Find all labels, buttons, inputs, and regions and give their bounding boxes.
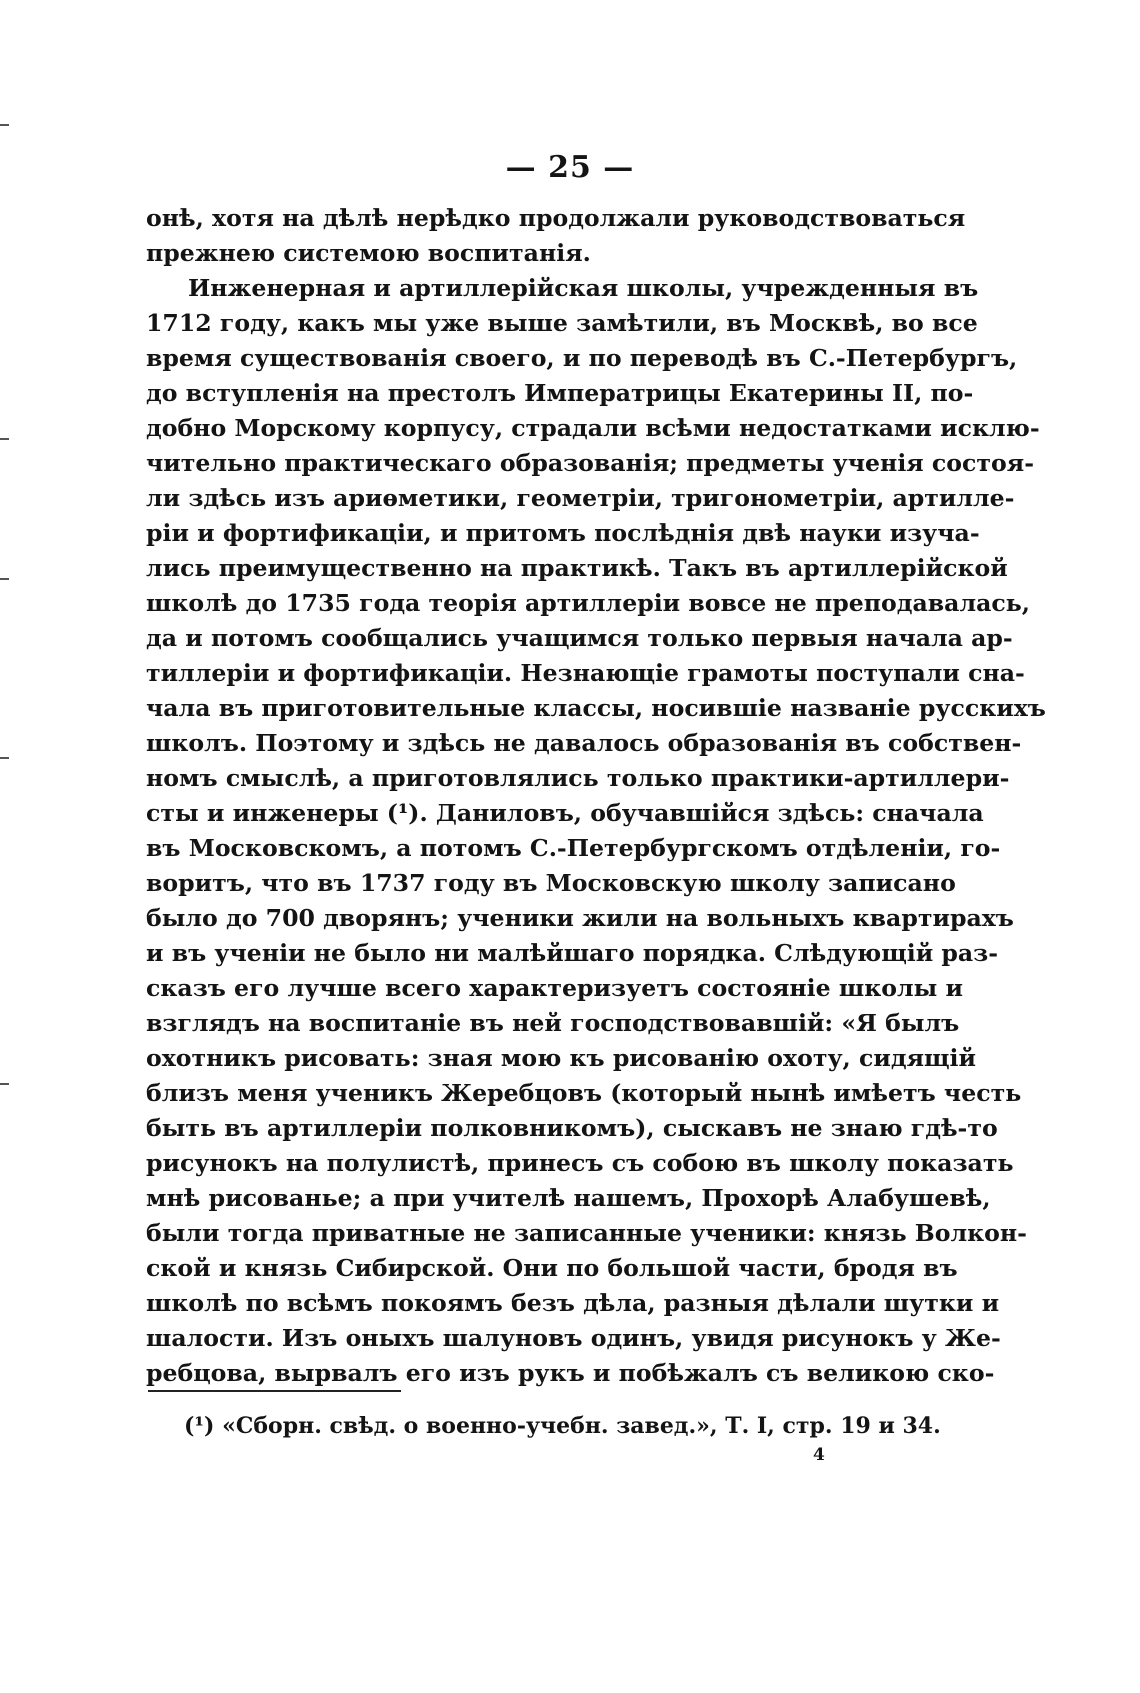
body-text (146, 201, 1046, 1391)
text-line: взглядъ на воспитаніе въ ней господствовавшій: «Я былъ (146, 1009, 960, 1037)
scan-mark (0, 438, 9, 440)
text-line: мнѣ рисованье; а при учителѣ нашемъ, Прохорѣ Алабушевѣ, (146, 1184, 991, 1212)
scan-mark (0, 757, 9, 759)
text-line: ской и князь Сибирской. Они по большой части, бродя въ (146, 1254, 958, 1282)
text-line: ріи и фортификаціи, и притомъ послѣднія двѣ науки изуча- (146, 519, 980, 547)
text-line: охотникъ рисовать: зная мою къ рисованію охоту, сидящій (146, 1044, 976, 1072)
text-line: добно Морскому корпусу, страдали всѣми недостатками исклю- (146, 414, 1040, 442)
footnote: (¹) «Сборн. свѣд. о военно-учебн. завед.», Т. I, стр. 19 и 34. (184, 1413, 941, 1439)
text-line: Инженерная и артиллерійская школы, учрежденныя въ (188, 274, 979, 302)
text-line: было до 700 дворянъ; ученики жили на вольныхъ квартирахъ (146, 904, 1014, 932)
text-line: быть въ артиллеріи полковникомъ), сыскавъ не знаю гдѣ-то (146, 1114, 998, 1142)
text-line: чала въ приготовительные классы, носившіе названіе русскихъ (146, 694, 1046, 722)
page-number: — 25 — (505, 150, 635, 185)
text-line: онѣ, хотя на дѣлѣ нерѣдко продолжали руководствоваться (146, 204, 966, 232)
scan-mark (0, 1083, 9, 1085)
text-line: чительно практическаго образованія; предметы ученія состоя- (146, 449, 1034, 477)
text-line: школъ. Поэтому и здѣсь не давалось образованія въ собствен- (146, 729, 1022, 757)
text-line: близъ меня ученикъ Жеребцовъ (который нынѣ имѣетъ честь (146, 1079, 1022, 1107)
text-line: сказъ его лучше всего характеризуетъ состояніе школы и (146, 974, 964, 1002)
text-line: были тогда приватные не записанные ученики: князь Волкон- (146, 1219, 1027, 1247)
scan-mark (0, 124, 9, 126)
text-line: ли здѣсь изъ ариѳметики, геометріи, тригонометріи, артилле- (146, 484, 1015, 512)
text-line: школѣ по всѣмъ покоямъ безъ дѣла, разныя дѣлали шутки и (146, 1289, 1000, 1317)
text-line: въ Московскомъ, а потомъ С.-Петербургскомъ отдѣленіи, го- (146, 834, 1001, 862)
text-line: время существованія своего, и по переводѣ въ С.-Петербургъ, (146, 344, 1018, 372)
text-line: да и потомъ сообщались учащимся только первыя начала ар- (146, 624, 1013, 652)
signature-mark: 4 (813, 1445, 825, 1465)
text-line: воритъ, что въ 1737 году въ Московскую школу записано (146, 869, 956, 897)
text-line: номъ смыслѣ, а приготовлялись только практики-артиллери- (146, 764, 1010, 792)
text-line: шалости. Изъ оныхъ шалуновъ одинъ, увидя рисунокъ у Же- (146, 1324, 1001, 1352)
text-line: и въ ученіи не было ни малѣйшаго порядка. Слѣдующій раз- (146, 939, 999, 967)
text-line: прежнею системою воспитанія. (146, 239, 591, 267)
text-line: рисунокъ на полулистѣ, принесъ съ собою въ школу показать (146, 1149, 1014, 1177)
text-line: ребцова, вырвалъ его изъ рукъ и побѣжалъ съ великою ско- (146, 1359, 995, 1387)
footnote-divider (148, 1390, 401, 1392)
text-line: 1712 году, какъ мы уже выше замѣтили, въ Москвѣ, во все (146, 309, 978, 337)
text-line: лись преимущественно на практикѣ. Такъ въ артиллерійской (146, 554, 1008, 582)
scan-mark (0, 578, 9, 580)
text-line: до вступленія на престолъ Императрицы Екатерины II, по- (146, 379, 974, 407)
text-line: сты и инженеры (¹). Даниловъ, обучавшійся здѣсь: сначала (146, 799, 984, 827)
text-line: тиллеріи и фортификаціи. Незнающіе грамоты поступали сна- (146, 659, 1025, 687)
text-line: школѣ до 1735 года теорія артиллеріи вовсе не преподавалась, (146, 589, 1030, 617)
